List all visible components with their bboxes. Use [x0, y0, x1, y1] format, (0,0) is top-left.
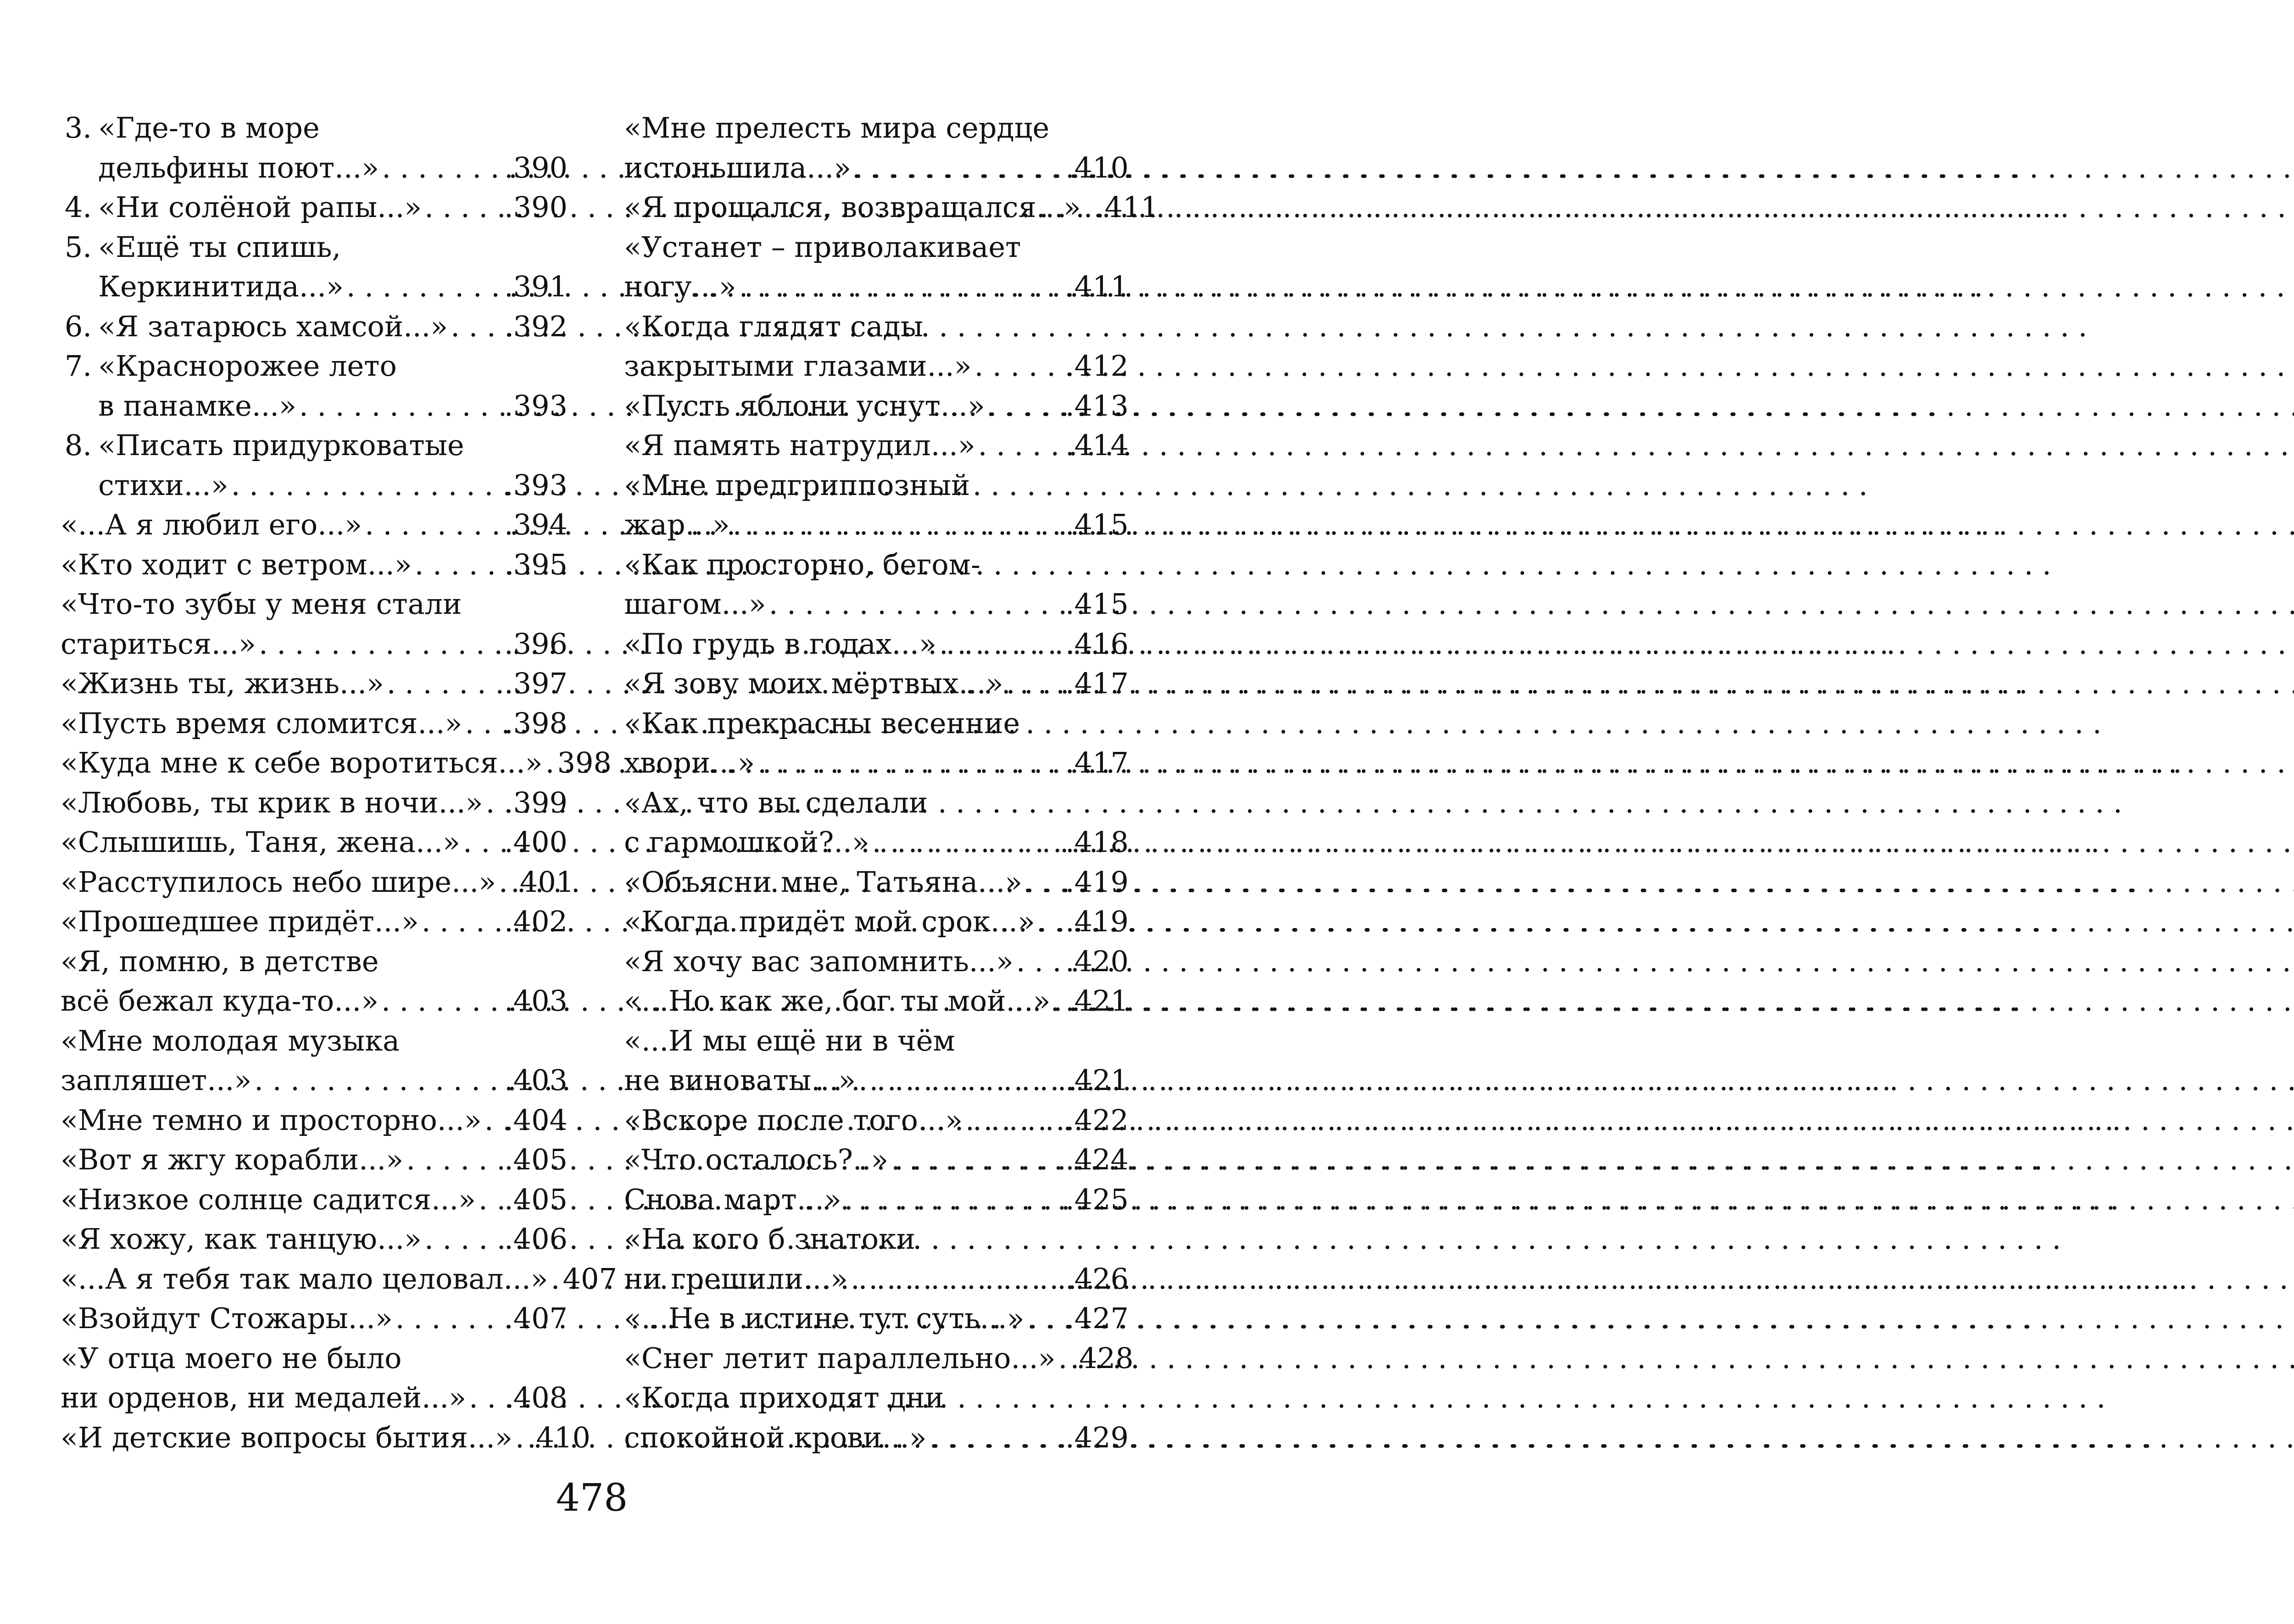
toc-entry-title: всё бежал куда-то...» — [61, 984, 379, 1018]
toc-entry-title: ни грешили...» — [624, 1262, 848, 1296]
toc-dot-leader — [1025, 862, 1063, 902]
toc-entry-title: «Ещё ты спишь, — [98, 230, 341, 264]
toc-entry — [61, 1180, 568, 1220]
toc-entry-line — [61, 505, 568, 545]
toc-entry-page: .426 — [1065, 1262, 1129, 1296]
toc-entry-title: «Жизнь ты, жизнь...» — [61, 667, 384, 700]
toc-dot-leader — [978, 426, 1063, 466]
toc-entry-line — [61, 1180, 568, 1220]
toc-entry — [624, 902, 1129, 942]
toc-dot-leader — [739, 267, 1063, 307]
toc-entry-title: «Когда глядят сады — [624, 309, 924, 343]
toc-entry-title: «Я хочу вас запомнить...» — [624, 944, 1013, 978]
toc-entry — [61, 1339, 568, 1418]
toc-entry-title: «Писать придурковатые — [98, 428, 464, 462]
toc-entry-page: .427 — [1065, 1301, 1129, 1335]
toc-dot-leader — [844, 1180, 1063, 1220]
toc-entry-title: Керкинитида...» — [98, 270, 344, 303]
toc-entry — [61, 346, 568, 426]
toc-entry — [61, 1299, 568, 1339]
toc-entry — [61, 545, 568, 585]
toc-entry — [61, 783, 568, 823]
toc-entry — [624, 426, 1129, 466]
toc-entry-line — [61, 1219, 568, 1259]
toc-dot-leader — [854, 148, 1063, 188]
toc-dot-leader — [939, 624, 1063, 664]
toc-entry — [624, 704, 1129, 783]
toc-entry-title: «Я хожу, как танцую...» — [61, 1222, 422, 1256]
toc-entry-page: .398 — [504, 706, 568, 740]
toc-dot-leader — [299, 386, 501, 426]
toc-entry-title: «...А я любил его...» — [61, 508, 362, 541]
toc-entry-page: .421 — [1065, 1063, 1129, 1097]
toc-entry-title: «Прошедшее придёт...» — [61, 905, 419, 938]
toc-entry-title: в панамке...» — [98, 389, 296, 423]
toc-entry — [61, 584, 568, 664]
toc-entry — [624, 981, 1129, 1021]
toc-entry — [624, 545, 1129, 624]
toc-entry-line — [61, 545, 568, 585]
toc-dot-leader — [988, 386, 1063, 426]
toc-entry-title: «Что-то зубы у меня стали — [61, 587, 462, 621]
toc-entry-title: «Кто ходит с ветром...» — [61, 547, 412, 581]
toc-entry-number: 6. — [64, 309, 92, 343]
toc-entry — [61, 664, 568, 704]
toc-entry-line — [61, 426, 568, 466]
toc-entry-title: стариться...» — [61, 627, 256, 661]
toc-entry-title: «Когда приходят дни — [624, 1381, 944, 1414]
toc-entry-line — [624, 466, 1129, 506]
toc-entry-line — [624, 346, 1129, 386]
toc-entry-title: спокойной крови...» — [624, 1420, 927, 1454]
toc-entry-title: «Мне прелесть мира сердце — [624, 111, 1050, 145]
toc-entry-number: 5. — [64, 230, 92, 264]
toc-dot-leader — [424, 1219, 501, 1259]
toc-entry-page: .410 — [527, 1420, 590, 1454]
toc-entry-line — [61, 1101, 568, 1140]
toc-dot-leader — [415, 545, 501, 585]
toc-dot-leader — [546, 743, 555, 783]
toc-entry-title: «Где-то в море — [98, 111, 320, 145]
toc-entry — [61, 823, 568, 862]
toc-entry — [624, 466, 1129, 545]
toc-entry-title: «...И мы ещё ни в чём — [624, 1023, 955, 1057]
toc-dot-leader — [515, 1418, 524, 1458]
toc-dot-leader — [858, 1061, 1063, 1101]
toc-entry-title: запляшет...» — [61, 1063, 252, 1097]
toc-dot-leader — [1058, 1339, 1068, 1379]
toc-dot-leader — [891, 1140, 1063, 1180]
toc-dot-leader — [469, 1378, 501, 1418]
toc-entry-page: 398 — [557, 746, 612, 779]
toc-entry — [61, 862, 574, 902]
toc-dot-leader — [1053, 981, 1063, 1021]
toc-dot-leader — [231, 466, 501, 506]
toc-entry-title: «И детские вопросы бытия...» — [61, 1420, 512, 1454]
toc-entry-title: ни орденов, ни медалей...» — [61, 1381, 467, 1414]
toc-entry-title: жар...» — [624, 508, 730, 541]
toc-entry-title: «Я затарюсь хамсой...» — [98, 309, 448, 343]
toc-entry — [624, 624, 1129, 664]
toc-entry-page: .403 — [504, 1063, 568, 1097]
toc-entry-title: «Взойдут Стожары...» — [61, 1301, 393, 1335]
toc-left-column — [61, 108, 617, 1457]
toc-entry-title: «Я память натрудил...» — [624, 428, 975, 462]
toc-entry-title: «Куда мне к себе воротиться...» — [61, 746, 543, 779]
toc-entry-title: Снова март...» — [624, 1182, 841, 1216]
toc-dot-leader — [1038, 902, 1063, 942]
toc-entry-line — [624, 624, 1129, 664]
toc-entry-page: .393 — [504, 468, 568, 502]
toc-entry-title: «Я прощался, возвращался...» — [624, 190, 1081, 224]
toc-entry-page: .406 — [504, 1222, 568, 1256]
toc-right-column — [624, 108, 1159, 1457]
toc-entry-page: .403 — [504, 984, 568, 1018]
toc-entry-page: .425 — [1065, 1182, 1129, 1216]
toc-entry-title: «Ни солёной рапы...» — [98, 190, 422, 224]
toc-entry-line — [61, 1259, 617, 1299]
toc-entry-page: .394 — [504, 508, 568, 541]
toc-entry-line — [624, 228, 1129, 267]
toc-entry-page: .391 — [504, 270, 568, 303]
toc-entry — [624, 188, 1159, 228]
toc-entry-line — [624, 902, 1129, 942]
toc-entry-page: .429 — [1065, 1420, 1129, 1454]
toc-entry — [624, 942, 1129, 982]
toc-entry — [61, 743, 612, 783]
toc-dot-leader — [486, 783, 501, 823]
toc-entry-number: 8. — [64, 428, 92, 462]
toc-entry-page: .393 — [504, 389, 568, 423]
toc-entry-title: «Объясни мне, Татьяна...» — [624, 865, 1023, 899]
toc-dot-leader — [424, 188, 501, 228]
toc-dot-leader — [769, 584, 1063, 624]
toc-entry-page: .405 — [504, 1143, 568, 1176]
toc-entry-line — [624, 1259, 1129, 1299]
toc-entry-title: «Мне предгриппозный — [624, 468, 970, 502]
toc-dot-leader — [1006, 664, 1063, 704]
toc-entry-title: дельфины поют...» — [98, 150, 379, 184]
toc-entry-page: .390 — [504, 150, 568, 184]
toc-entry-page: .404 — [504, 1103, 568, 1137]
toc-dot-leader — [465, 704, 501, 744]
toc-entry-line — [61, 624, 568, 664]
toc-dot-leader — [451, 307, 501, 347]
toc-entry-line — [624, 664, 1129, 704]
toc-entry — [61, 1219, 568, 1259]
toc-entry-title: с гармошкой?..» — [624, 825, 869, 859]
toc-entry-page: .407 — [504, 1301, 568, 1335]
toc-entry-title: «Пусть время сломится...» — [61, 706, 462, 740]
toc-entry — [624, 386, 1129, 426]
toc-entry-title: «Расступилось небо шире...» — [61, 865, 496, 899]
toc-entry-title: «Вскоре после того...» — [624, 1103, 963, 1137]
toc-entry — [624, 307, 1129, 386]
toc-dot-leader — [1016, 942, 1063, 982]
toc-entry-title: «По грудь в годах...» — [624, 627, 936, 661]
toc-entry — [61, 1259, 617, 1299]
toc-dot-leader — [484, 1101, 501, 1140]
toc-entry-line — [624, 1418, 1129, 1458]
toc-entry — [61, 505, 568, 545]
toc-entry — [61, 704, 568, 744]
toc-dot-leader — [733, 505, 1063, 545]
toc-entry-title: «Что осталось?..» — [624, 1143, 889, 1176]
toc-dot-leader — [365, 505, 501, 545]
toc-entry-title: «Вот я жгу корабли...» — [61, 1143, 404, 1176]
toc-entry-line — [624, 1061, 1129, 1101]
toc-entry-line — [624, 1140, 1129, 1180]
toc-dot-leader — [382, 148, 501, 188]
toc-entry-line — [61, 862, 574, 902]
toc-entry-line — [61, 704, 568, 744]
toc-entry-line — [624, 584, 1129, 624]
toc-entry-number: 7. — [64, 349, 92, 383]
toc-dot-leader — [974, 346, 1063, 386]
toc-entry — [624, 1101, 1129, 1140]
toc-entry-line — [624, 1299, 1129, 1339]
toc-entry-title: ногу...» — [624, 270, 736, 303]
toc-entry-line — [61, 466, 568, 506]
toc-entry — [61, 942, 568, 1021]
toc-entry-line — [624, 307, 1129, 347]
toc-entry-page: .421 — [1065, 984, 1129, 1018]
toc-entry — [61, 188, 568, 228]
toc-entry-title: «...Но как же, бог ты мой...» — [624, 984, 1051, 1018]
toc-entry-page: .412 — [1065, 349, 1129, 383]
toc-entry-line — [61, 188, 568, 228]
toc-dot-leader — [346, 267, 501, 307]
toc-entry-page: .396 — [504, 627, 568, 661]
toc-dot-leader — [254, 1061, 501, 1101]
toc-entry-line — [61, 783, 568, 823]
toc-entry — [624, 862, 1129, 902]
toc-entry — [61, 1101, 568, 1140]
toc-entry-page: .397 — [504, 667, 568, 700]
toc-entry — [61, 228, 568, 307]
toc-entry-title: «Я, помню, в детстве — [61, 944, 379, 978]
toc-entry-title: «Слышишь, Таня, жена...» — [61, 825, 461, 859]
toc-entry-title: «Я зову моих мёртвых...» — [624, 667, 1003, 700]
toc-entry-page: .405 — [504, 1182, 568, 1216]
toc-entry-page: .419 — [1065, 865, 1129, 899]
toc-entry-title: «...Не в истине тут суть...» — [624, 1301, 1025, 1335]
toc-entry — [624, 228, 1129, 307]
toc-dot-leader — [479, 1180, 501, 1220]
toc-entry-line — [61, 823, 568, 862]
toc-entry-page: .422 — [1065, 1103, 1129, 1137]
toc-entry-title: стихи...» — [98, 468, 228, 502]
toc-entry-title: «Мне темно и просторно...» — [61, 1103, 482, 1137]
toc-entry-page: .419 — [1065, 905, 1129, 938]
toc-entry-line — [61, 981, 568, 1021]
toc-entry-title: «На кого б знатоки — [624, 1222, 916, 1256]
toc-entry-line — [624, 743, 1129, 783]
toc-entry-title: шагом...» — [624, 587, 766, 621]
toc-entry-page: .413 — [1065, 389, 1129, 423]
toc-entry-line — [624, 704, 1129, 744]
toc-entry-line — [61, 307, 568, 347]
toc-entry-line — [624, 1021, 1129, 1061]
toc-entry-number: 4. — [64, 190, 92, 224]
toc-entry-title: «У отца моего не было — [61, 1341, 402, 1375]
toc-entry-line — [624, 386, 1129, 426]
toc-entry-page: .401 — [511, 865, 574, 899]
toc-entry-page: .399 — [504, 785, 568, 819]
toc-dot-leader — [499, 862, 508, 902]
toc-entry-page: .400 — [504, 825, 568, 859]
toc-entry-page: .420 — [1065, 944, 1129, 978]
toc-entry-page: .414 — [1065, 428, 1129, 462]
toc-entry-line — [61, 1339, 568, 1379]
toc-entry-page: .395 — [504, 547, 568, 581]
toc-dot-leader — [259, 624, 501, 664]
toc-entry-line — [624, 426, 1129, 466]
toc-entry — [624, 1180, 1129, 1220]
toc-dot-leader — [930, 1418, 1063, 1458]
toc-entry-page: .402 — [504, 905, 568, 938]
toc-entry — [624, 1378, 1129, 1457]
toc-entry-title: «...А я тебя так мало целовал...» — [61, 1262, 548, 1296]
toc-entry-title: не виноваты...» — [624, 1063, 856, 1097]
toc-dot-leader — [1027, 1299, 1063, 1339]
toc-entry-title: «Пусть яблони уснут...» — [624, 389, 985, 423]
toc-entry-line — [61, 1140, 568, 1180]
toc-entry-line — [61, 902, 568, 942]
toc-entry-page: .415 — [1065, 508, 1129, 541]
toc-entry-line — [624, 823, 1129, 862]
toc-entry — [61, 1140, 568, 1180]
toc-dot-leader — [422, 902, 501, 942]
toc-entry-line — [61, 1418, 590, 1458]
toc-entry — [61, 108, 568, 188]
toc-entry — [624, 783, 1129, 862]
toc-entry-page: .417 — [1065, 746, 1129, 779]
toc-entry-line — [61, 1378, 568, 1418]
toc-entry-line — [61, 942, 568, 982]
toc-dot-leader — [381, 981, 501, 1021]
toc-entry — [61, 426, 568, 505]
toc-entry-line — [624, 1378, 1129, 1418]
toc-entry-title: «Краснорожее лето — [98, 349, 397, 383]
toc-entry-line — [624, 862, 1129, 902]
toc-entry-title: истоньшила...» — [624, 150, 852, 184]
toc-entry-line — [624, 942, 1129, 982]
toc-entry-line — [61, 346, 568, 386]
toc-entry — [624, 1021, 1129, 1101]
toc-entry-line — [624, 108, 1129, 148]
toc-dot-leader — [395, 1299, 501, 1339]
toc-entry-line — [61, 148, 568, 188]
toc-entry-title: «Мне молодая музыка — [61, 1023, 400, 1057]
toc-entry — [61, 902, 568, 942]
toc-entry-page: .392 — [504, 309, 568, 343]
toc-entry-page: .408 — [504, 1381, 568, 1414]
toc-entry-line — [624, 783, 1129, 823]
toc-entry-line — [624, 267, 1129, 307]
toc-entry-title: «Как прекрасны весенние — [624, 706, 1020, 740]
toc-entry-line — [61, 108, 568, 148]
toc-entry-line — [61, 584, 568, 624]
toc-entry-line — [624, 505, 1129, 545]
toc-entry-line — [624, 188, 1159, 228]
toc-entry — [61, 1418, 590, 1458]
toc-entry-title: хвори...» — [624, 746, 755, 779]
toc-entry — [624, 1339, 1134, 1379]
toc-entry-title: «Когда придёт мой срок...» — [624, 905, 1035, 938]
toc-entry-number: 3. — [64, 111, 92, 145]
toc-entry — [61, 307, 568, 347]
toc-entry-page: .390 — [504, 190, 568, 224]
toc-entry — [624, 1219, 1129, 1299]
toc-dot-leader — [551, 1259, 560, 1299]
toc-entry-page: .424 — [1065, 1143, 1129, 1176]
toc-entry — [624, 1140, 1129, 1180]
toc-entry-line — [61, 386, 568, 426]
toc-entry-title: закрытыми глазами...» — [624, 349, 972, 383]
toc-entry-page: .411 — [1065, 270, 1129, 303]
toc-entry-page: .410 — [1065, 150, 1129, 184]
toc-entry-page: .415 — [1065, 587, 1129, 621]
toc-entry-line — [61, 664, 568, 704]
toc-entry-line — [624, 1180, 1129, 1220]
toc-entry-page: .411 — [1095, 190, 1159, 224]
toc-entry-title: «Любовь, ты крик в ночи...» — [61, 785, 483, 819]
toc-dot-leader — [1084, 188, 1093, 228]
toc-entry-page: 407 — [562, 1262, 617, 1296]
toc-dot-leader — [387, 664, 501, 704]
toc-entry-line — [61, 1299, 568, 1339]
toc-entry-line — [61, 1061, 568, 1101]
toc-entry-line — [624, 148, 1129, 188]
toc-entry-page: .417 — [1065, 667, 1129, 700]
toc-entry-title: «Снег летит параллельно...» — [624, 1341, 1056, 1375]
toc-entry-page: .418 — [1065, 825, 1129, 859]
toc-entry-title: «Ах, что вы сделали — [624, 785, 928, 819]
toc-entry-line — [624, 981, 1129, 1021]
toc-entry-line — [624, 1339, 1134, 1379]
toc-entry-line — [61, 267, 568, 307]
toc-entry — [624, 1299, 1129, 1339]
toc-entry-line — [624, 1101, 1129, 1140]
toc-entry-title: «Устанет – приволакивает — [624, 230, 1021, 264]
toc-dot-leader — [757, 743, 1063, 783]
toc-dot-leader — [851, 1259, 1063, 1299]
toc-entry-line — [624, 545, 1129, 585]
toc-entry-title: «Низкое солнце садится...» — [61, 1182, 476, 1216]
toc-entry-title: «Как просторно, бегом- — [624, 547, 980, 581]
page-number: 478 — [556, 1476, 628, 1520]
toc-dot-leader — [406, 1140, 501, 1180]
toc-dot-leader — [463, 823, 501, 862]
toc-entry-page: .416 — [1065, 627, 1129, 661]
toc-dot-leader — [872, 823, 1063, 862]
toc-entry-line — [624, 1219, 1129, 1259]
toc-entry-line — [61, 743, 612, 783]
toc-dot-leader — [965, 1101, 1063, 1140]
toc-entry — [624, 664, 1129, 704]
toc-entry — [61, 1021, 568, 1101]
toc-entry-line — [61, 228, 568, 267]
toc-entry — [624, 108, 1129, 188]
toc-entry-line — [61, 1021, 568, 1061]
toc-entry-page: .428 — [1070, 1341, 1134, 1375]
